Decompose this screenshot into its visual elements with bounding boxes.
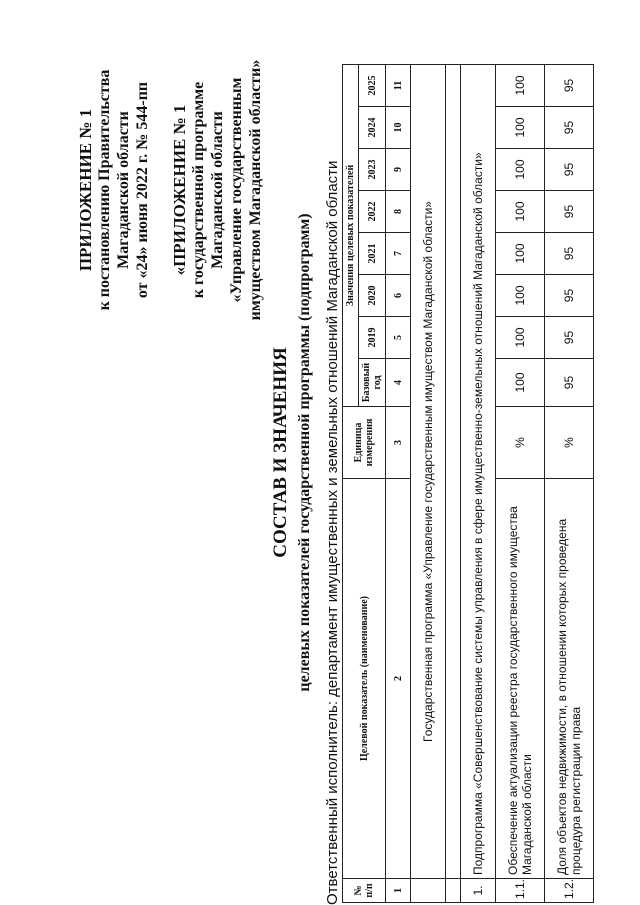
index-cell: 9 [386,149,411,191]
header-base-year: Базовый год [359,359,386,407]
index-cell: 1 [386,879,411,903]
row-name: Доля объектов недвижимости, в отношении которых проведена процедура регистрации права [545,479,594,879]
row-num: 1.2. [545,879,594,903]
index-cell: 5 [386,317,411,359]
table-row [545,64,594,902]
empty-cell [411,879,446,903]
spacer [152,40,170,340]
appendix-line: от «24» июня 2022 г. № 544-пп [134,81,151,299]
row-value: 100 [496,149,545,191]
header-values-group: Значения целевых показателей [343,64,359,406]
row-value: 95 [545,275,594,317]
header-year: 2019 [359,317,386,359]
index-cell: 7 [386,233,411,275]
header-year: 2024 [359,107,386,149]
header-year: 2021 [359,233,386,275]
appendix-line: к государственной программе [190,81,207,299]
row-value: 95 [545,107,594,149]
header-year: 2020 [359,275,386,317]
index-cell: 4 [386,359,411,407]
row-value: 95 [545,317,594,359]
empty-cell [446,879,461,903]
index-cell: 8 [386,191,411,233]
header-year: 2022 [359,191,386,233]
executor-line: Ответственный исполнитель: департамент имущественных и земельных отношений Магаданской области [324,160,341,905]
index-row [386,64,411,902]
program-row [411,64,446,902]
header-num: № п/п [343,879,386,903]
header-name: Целевой показатель (наименование) [343,479,386,879]
subprogram-row [461,64,496,902]
index-cell: 6 [386,275,411,317]
appendix-block [76,40,265,340]
header-unit: Единица измерения [343,407,386,479]
row-value: 100 [496,107,545,149]
row-value: 100 [496,191,545,233]
appendix-title: ПРИЛОЖЕНИЕ № 1 [76,108,95,272]
row-name: Обеспечение актуализации реестра государственного имущества Магаданской области [496,479,545,879]
index-cell: 3 [386,407,411,479]
appendix-line: к постановлению Правительства [96,69,113,311]
row-value: 100 [496,64,545,106]
row-num: 1.1. [496,879,545,903]
index-cell: 11 [386,64,411,106]
row-value: 100 [496,233,545,275]
row-value: 95 [545,64,594,106]
subprogram-num: 1. [461,879,496,903]
subprogram-title: Подпрограмма «Совершенствование системы управления в сфере имущественно-земельных отношений Магаданской области» [461,64,496,878]
indicators-table [342,64,594,903]
header-year: 2025 [359,64,386,106]
row-value: 100 [496,275,545,317]
row-unit: % [496,407,545,479]
index-cell: 10 [386,107,411,149]
appendix-title: «ПРИЛОЖЕНИЕ № 1 [170,104,189,276]
table-row [496,64,545,902]
appendix-line: имуществом Магаданской области» [247,59,264,321]
empty-cell [446,64,461,878]
index-cell: 2 [386,479,411,879]
program-title: Государственная программа «Управление государственным имуществом Магаданской области» [411,64,446,878]
document-title: СОСТАВ И ЗНАЧЕНИЯ [270,347,291,558]
appendix-line: «Управление государственным [228,77,245,303]
blank-row [446,64,461,902]
document-subtitle: целевых показателей государственной программы (подпрограмм) [296,213,313,692]
row-value: 100 [496,317,545,359]
appendix-line: Магаданской области [115,111,132,269]
row-value: 95 [545,359,594,407]
appendix-line: Магаданской области [209,111,226,269]
row-value: 95 [545,191,594,233]
row-value: 100 [496,359,545,407]
row-value: 95 [545,233,594,275]
row-value: 95 [545,149,594,191]
header-year: 2023 [359,149,386,191]
row-unit: % [545,407,594,479]
